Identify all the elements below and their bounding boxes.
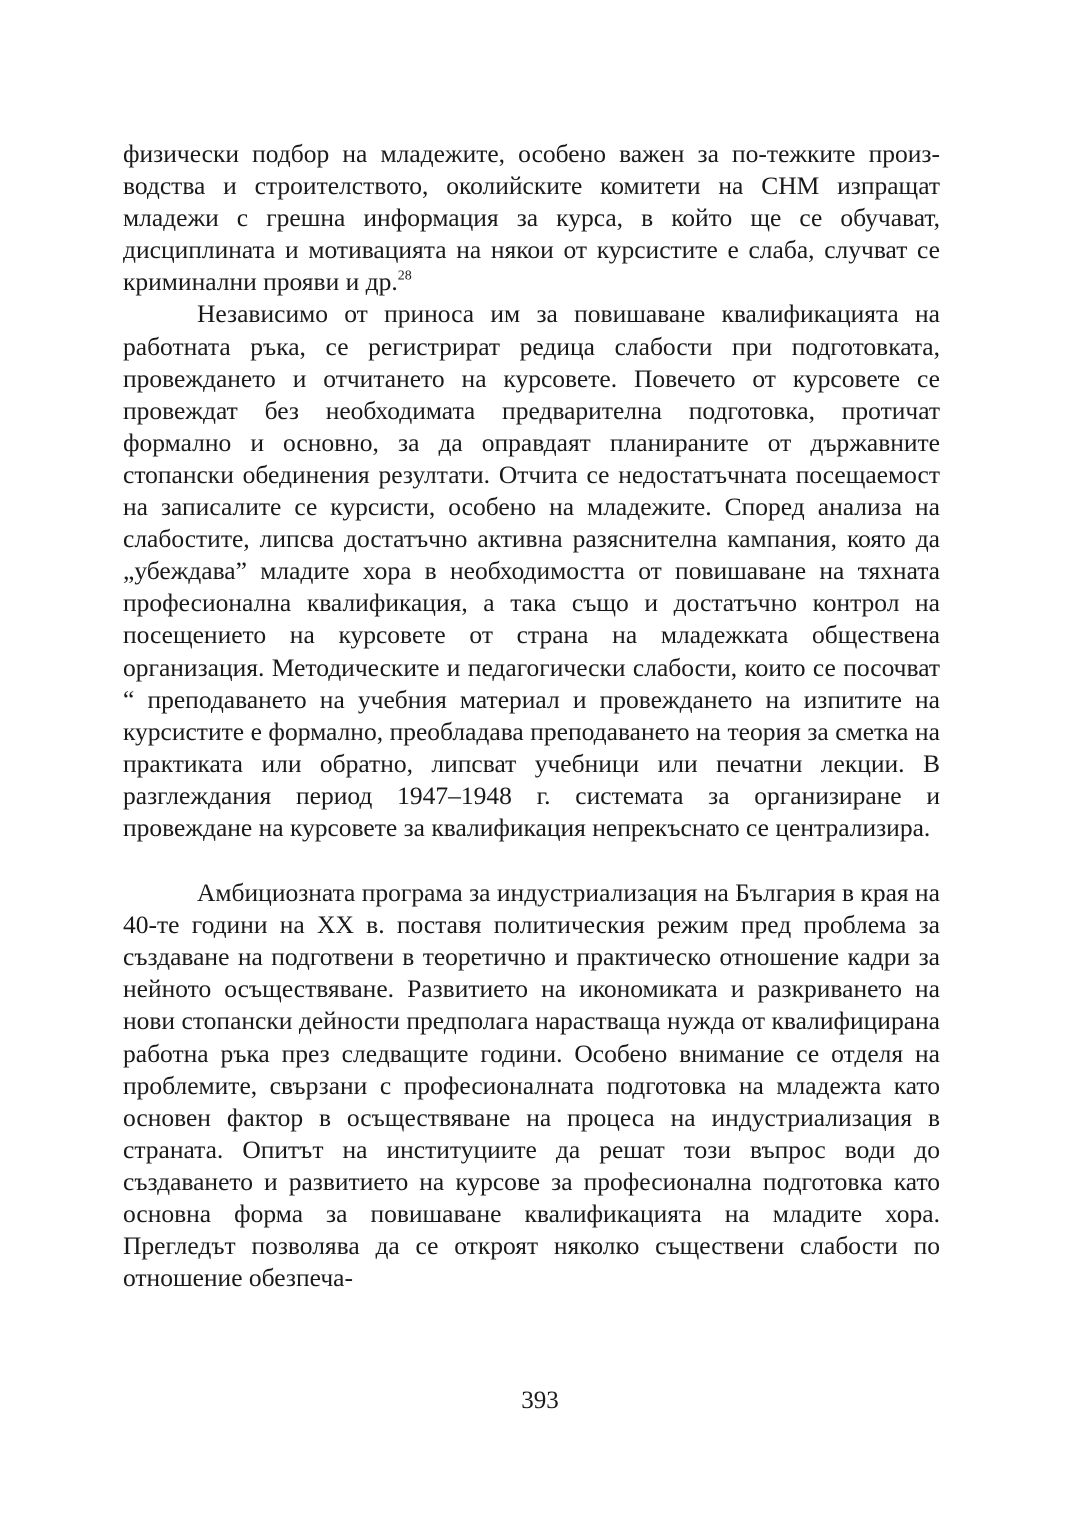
paragraph-shortcomings: Независимо от приноса им за повишаване квалификацията на работната ръка, се регистрират редица слабости при подготовката, провеждането и отчитането на курсовете. Повечето от курсовете се провеждат без необходимата предварителна подготовка, протичат формално и основно, за да оправдаят планираните от държавните стопански обединения резултати. Отчита се недостатъчната посещаемост на записалите се курсисти, особено на младежите. Според анализа на слабостите, липсва достатъчно активна разяснителна кампания, която да „убеждава” младите хора в необходимостта от повишаване на тяхната професионална квалификация, а така също и достатъчно контрол на посещението на курсовете от страна на младежката обществена организация. Методическите и педагогически слабости, които се посочват “ преподаването на учебния материал и провеждането на изпитите на курсистите е формално, преобладава преподаването на теория за сметка на практиката или обратно, липсват учебници или печатни лекции. В разглеждания период 1947–1948 г. системата за организиране и провеждане на курсовете за квалификация непрекъснато се централизира. [123,299,940,842]
page-number: 393 [521,1387,559,1414]
paragraph-industrialization: Амбициозната програма за индустриализация на България в края на 40-те години на ХХ в. поставя политическия режим пред проблема за създаване на подготвени в теоретично и практическо отношение кадри за нейното осъществяване. Развитието на икономиката и разкриването на нови стопански дейности предполага нарастваща нужда от квалифицирана работна ръка през следващите години. Особено внимание се отделя на проблемите, свързани с професионалната подготовка на младежта като основен фактор в осъществяване на процеса на индустриализация в страната. Опитът на институциите да решат този въпрос води до създаването и развитието на курсове за професионална подготовка като основна форма за повишаване квалификацията на младите хора. Прегледът позволява да се откроят няколко съществени слабости по отношение обезпеча- [123,878,940,1293]
footnote-marker: 28 [397,268,412,284]
paragraph-continued [123,138,940,298]
body-text [123,138,940,1294]
paragraph-1-text: физически подбор на младежите, особено важен за по-тежките производства и строителството, околийските комитети на СНМ изпращат младежи с грешна информация за курса, в който ще се обучават, дисциплината и мотивацията на някои от курсистите е слаба, случват се криминални прояви и др. [123,139,940,297]
